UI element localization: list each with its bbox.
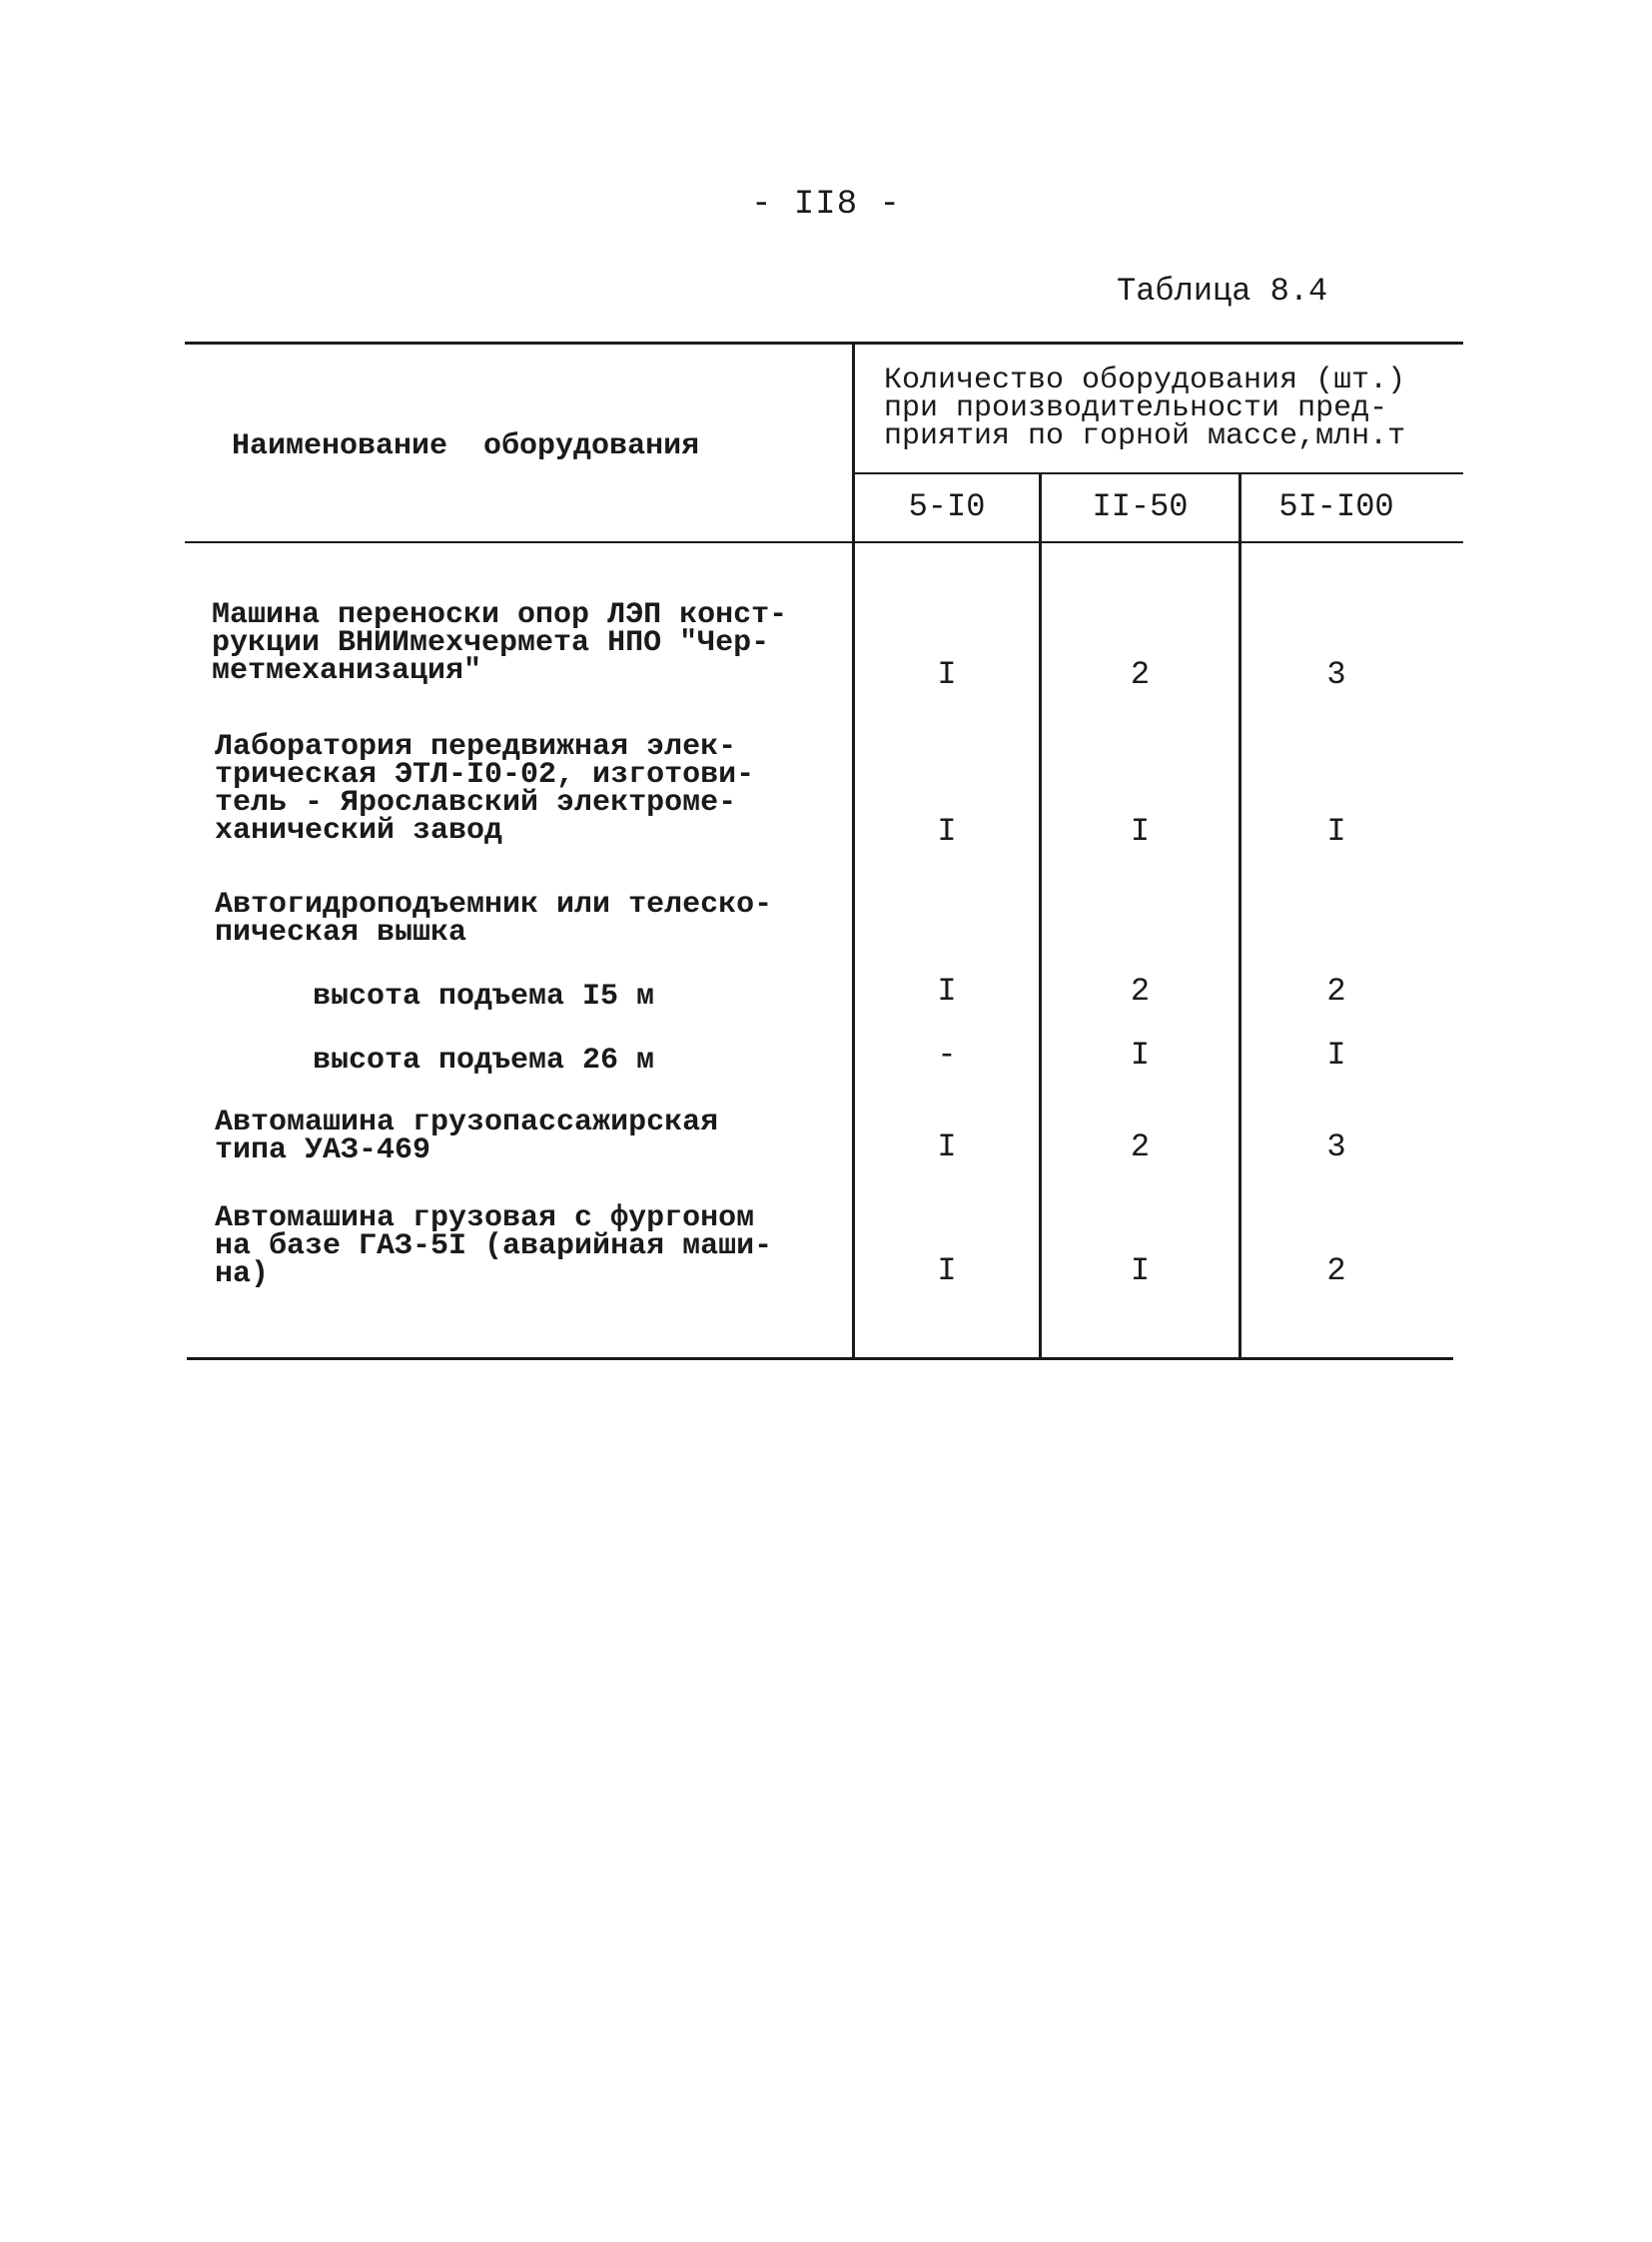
column-header-51-100: 5I-I00 <box>1278 488 1394 525</box>
cell-value: I <box>937 656 957 693</box>
divider-col-1 <box>1039 472 1042 1360</box>
cell-value: I <box>1326 1037 1346 1074</box>
row-name: Лаборатория передвижная элек- трическая ЭТЛ-I0-02, изготови- тель - Ярославский электроме- ханический завод <box>215 730 755 848</box>
equipment-table <box>185 342 1463 1364</box>
cell-value: I <box>937 973 957 1010</box>
column-header-11-50: II-50 <box>1092 488 1189 525</box>
header-equipment-quantity <box>884 364 1453 453</box>
cell-value: 2 <box>1130 973 1151 1010</box>
cell-value: 2 <box>1326 1252 1346 1289</box>
cell-value: I <box>937 1128 957 1165</box>
column-header-rule <box>852 472 1463 474</box>
table-caption: Таблица 8.4 <box>1117 273 1328 310</box>
header-quantity-line: при производительности пред- <box>884 391 1388 425</box>
cell-value: I <box>937 813 957 850</box>
cell-value: - <box>937 1037 957 1074</box>
header-quantity-line: Количество оборудования (шт.) <box>884 364 1406 397</box>
cell-value: I <box>1130 813 1151 850</box>
row-name: высота подъема 26 м <box>313 1044 655 1078</box>
row-name: Машина переноски опор ЛЭП конст- рукции ВНИИмехчермета НПО "Чер- метмеханизация" <box>212 598 788 688</box>
row-name: Автогидроподъемник или телеско- пическая вышка <box>215 888 773 950</box>
cell-value: 2 <box>1130 1128 1151 1165</box>
cell-value: I <box>1326 813 1346 850</box>
cell-value: 3 <box>1326 656 1346 693</box>
cell-value: I <box>1130 1252 1151 1289</box>
header-equipment-name: Наименование оборудования <box>232 429 700 463</box>
cell-value: 3 <box>1326 1128 1346 1165</box>
row-name: Автомашина грузовая с фургоном на базе ГАЗ-5I (аварийная маши- на) <box>215 1201 773 1291</box>
table-bottom-rule <box>187 1357 1453 1360</box>
cell-value: 2 <box>1130 656 1151 693</box>
divider-col-2 <box>1239 472 1241 1360</box>
header-bottom-rule <box>185 541 1463 543</box>
cell-value: 2 <box>1326 973 1346 1010</box>
header-quantity-line: приятия по горной массе,млн.т <box>884 419 1406 453</box>
column-header-5-10: 5-I0 <box>908 488 986 525</box>
row-name: высота подъема I5 м <box>313 980 655 1014</box>
page-number: - II8 - <box>751 186 901 224</box>
table-top-rule <box>185 342 1463 345</box>
row-name: Автомашина грузопассажирская типа УАЗ-469 <box>215 1106 719 1167</box>
cell-value: I <box>1130 1037 1151 1074</box>
cell-value: I <box>937 1252 957 1289</box>
